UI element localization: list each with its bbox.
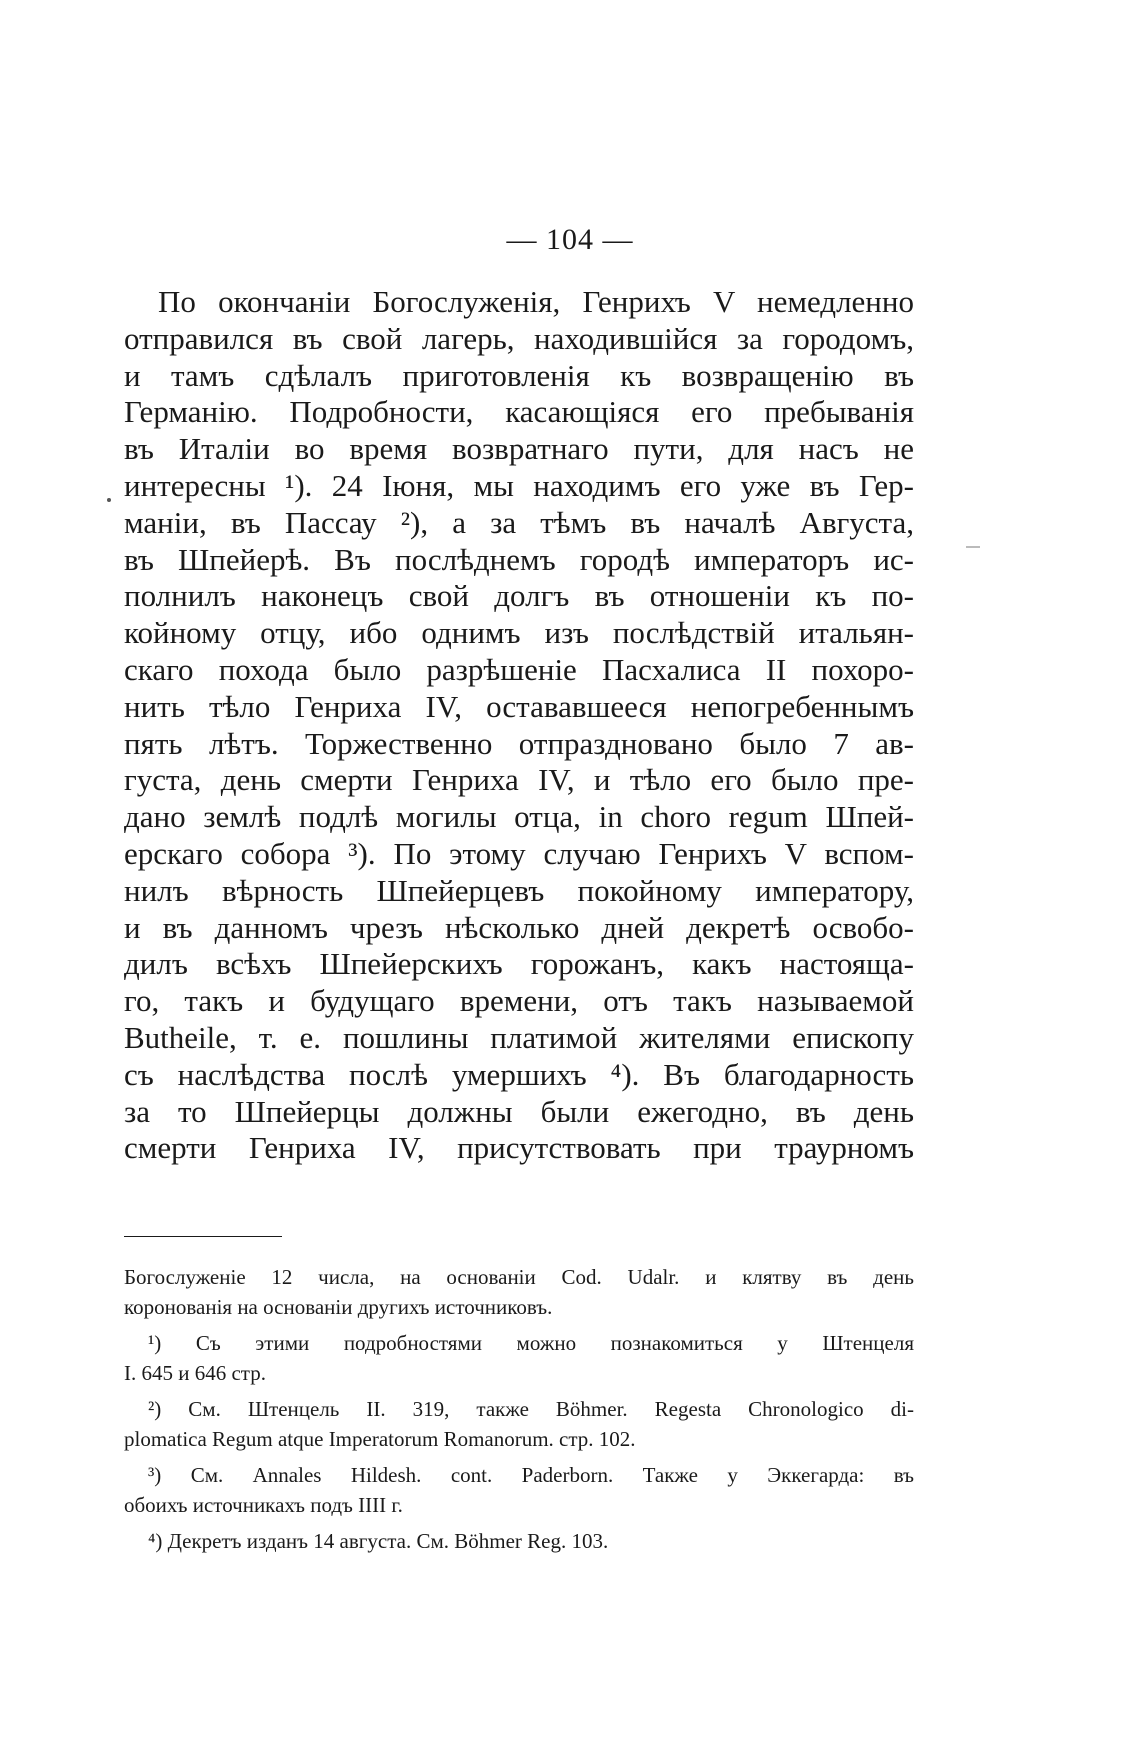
footnote-2-line: ²) См. Штенцель II. 319, также Böhmer. Regesta Chronologico di-	[148, 1397, 914, 1421]
text-line: полнилъ наконецъ свой долгъ въ отношенiи къ по-	[124, 578, 914, 614]
page-number: — 104 —	[506, 223, 634, 256]
text-line: въ Италiи во время возвратнаго пути, для насъ не	[124, 431, 914, 467]
text-line: пять лѣтъ. Торжественно отпраздновано было 7 ав-	[124, 725, 914, 761]
text-line: Butheile, т. е. пошлины платимой жителями епископу	[124, 1019, 914, 1055]
text-line: и тамъ сдѣлалъ приготовленiя къ возвращенiю въ	[124, 357, 914, 393]
text-line: скаго похода было разрѣшенiе Пасхалиса II похоро-	[124, 651, 914, 687]
text-line: съ наслѣдства послѣ умершихъ ⁴). Въ благодарность	[124, 1056, 914, 1092]
text-line: манiи, въ Пассау ²), а за тѣмъ въ началѣ Августа,	[124, 504, 914, 540]
text-line: и въ данномъ чрезъ нѣсколько дней декретѣ освобо-	[124, 909, 914, 945]
text-line: дилъ всѣхъ Шпейерскихъ горожанъ, какъ настояща-	[124, 946, 914, 982]
text-line: По окончанiи Богослуженiя, Генрихъ V немедленно	[158, 284, 914, 319]
text-line: койному отцу, ибо однимъ изъ послѣдствiй итальян-	[124, 615, 914, 651]
text-line: за то Шпейерцы должны были ежегодно, въ день	[124, 1093, 914, 1129]
text-line: ерскаго собора ³). По этому случаю Генрихъ V вспом-	[124, 835, 914, 871]
footnote-1-line: I. 645 и 646 стр.	[124, 1361, 266, 1385]
text-line: нить тѣло Генриха IV, остававшееся непогребеннымъ	[124, 688, 914, 724]
footnote-continuation-line: коронованiя на основанiи другихъ источниковъ.	[124, 1295, 553, 1319]
margin-mark	[966, 546, 980, 548]
footnote-3-line: ³) См. Annales Hildesh. cont. Paderborn. Также у Эккегарда: въ	[148, 1463, 914, 1487]
text-line: нилъ вѣрность Шпейерцевъ покойному императору,	[124, 872, 914, 908]
text-line: въ Шпейерѣ. Въ послѣднемъ городѣ императоръ ис-	[124, 541, 914, 577]
text-line: Германiю. Подробности, касающiяся его пребыванiя	[124, 394, 914, 430]
text-line: густа, день смерти Генриха IV, и тѣло его было пре-	[124, 762, 914, 798]
text-line: го, такъ и будущаго времени, отъ такъ называемой	[124, 983, 914, 1019]
main-text	[124, 284, 914, 1167]
footnote-rule	[124, 1236, 282, 1237]
footnote-3-line: обоихъ источникахъ подъ IIII г.	[124, 1493, 403, 1517]
footnote-4-line: ⁴) Декретъ изданъ 14 августа. См. Böhmer Reg. 103.	[148, 1529, 609, 1553]
text-line: смерти Генриха IV, присутствовать при траурномъ	[124, 1130, 914, 1166]
text-line: дано землѣ подлѣ могилы отца, in choro regum Шпей-	[124, 799, 914, 835]
text-line: интересны ¹). 24 Iюня, мы находимъ его уже въ Гер-	[124, 467, 914, 503]
footnote-continuation-line: Богослуженiе 12 числа, на основанiи Cod. Udalr. и клятву въ день	[124, 1265, 914, 1289]
footnote-1-line: ¹) Съ этими подробностями можно познакомиться у Штенцеля	[148, 1331, 914, 1355]
footnotes	[124, 1262, 914, 1556]
text-line: отправился въ свой лагерь, находившiйся за городомъ,	[124, 320, 914, 356]
footnote-2-line: plomatica Regum atque Imperatorum Romanorum. стр. 102.	[124, 1427, 636, 1451]
margin-dot	[107, 498, 111, 502]
